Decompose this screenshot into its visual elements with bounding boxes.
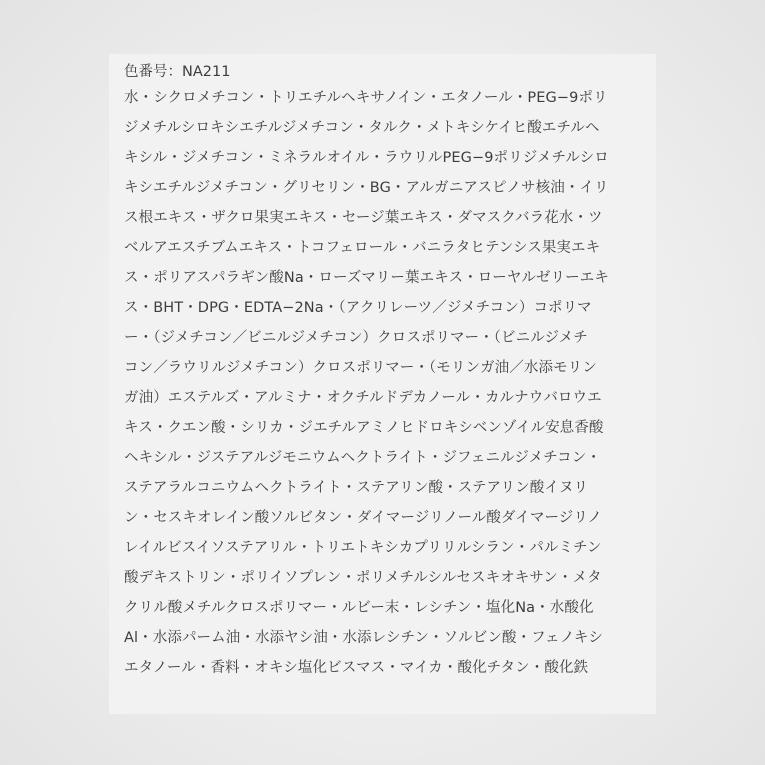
ingredient-line: ヘキシル・ジステアルジモニウムヘクトライト・ジフェニルジメチコン・	[124, 450, 601, 466]
ingredients-card	[109, 54, 656, 714]
ingredient-line: ス・ポリアスパラギン酸Na・ローズマリー葉エキス・ローヤルゼリーエキ	[124, 270, 609, 286]
ingredient-line: ス・BHT・DPG・EDTA−2Na・（アクリレーツ／ジメチコン）コポリマ	[124, 300, 592, 316]
ingredient-line: コン／ラウリルジメチコン）クロスポリマー・（モリンガ油／水添モリン	[124, 360, 597, 376]
ingredient-line: キシエチルジメチコン・グリセリン・BG・アルガニアスピノサ核油・イリ	[124, 180, 609, 196]
ingredient-line: ステアラルコニウムヘクトライト・ステアリン酸・ステアリン酸イヌリ	[124, 480, 589, 496]
ingredient-line: キシル・ジメチコン・ミネラルオイル・ラウリルPEG−9ポリジメチルシロ	[124, 150, 609, 166]
ingredient-line: ス根エキス・ザクロ果実エキス・セージ葉エキス・ダマスクバラ花水・ツ	[124, 210, 603, 226]
ingredient-line: ン・セスキオレイン酸ソルビタン・ダイマージリノール酸ダイマージリノ	[124, 510, 603, 526]
ingredient-line: 水・シクロメチコン・トリエチルヘキサノイン・エタノール・PEG−9ポリ	[124, 90, 608, 106]
ingredient-line: キス・クエン酸・シリカ・ジエチルアミノヒドロキシベンゾイル安息香酸	[124, 420, 604, 436]
ingredient-line: クリル酸メチルクロスポリマー・ルビー末・レシチン・塩化Na・水酸化	[124, 600, 594, 616]
ingredient-line: レイルビスイソステアリル・トリエトキシカプリリルシラン・パルミチン	[124, 540, 602, 556]
ingredient-line: ベルアエスチブムエキス・トコフェロール・バニラタヒテンシス果実エキ	[124, 240, 601, 256]
ingredient-line: 酸デキストリン・ポリイソプレン・ポリメチルシルセスキオキサン・メタ	[124, 570, 602, 586]
ingredient-line: ガ油）エステルズ・アルミナ・オクチルドデカノール・カルナウバロウエ	[124, 390, 602, 406]
ingredient-line: ジメチルシロキシエチルジメチコン・タルク・メトキシケイヒ酸エチルヘ	[124, 120, 600, 136]
ingredient-line: エタノール・香料・オキシ塩化ビスマス・マイカ・酸化チタン・酸化鉄	[124, 660, 589, 676]
color-number-label: 色番号：NA211	[124, 64, 231, 80]
ingredient-line: Al・水添パーム油・水添ヤシ油・水添レシチン・ソルビン酸・フェノキシ	[124, 630, 603, 646]
ingredient-line: ー・（ジメチコン／ビニルジメチコン）クロスポリマー・（ビニルジメチ	[124, 330, 588, 346]
